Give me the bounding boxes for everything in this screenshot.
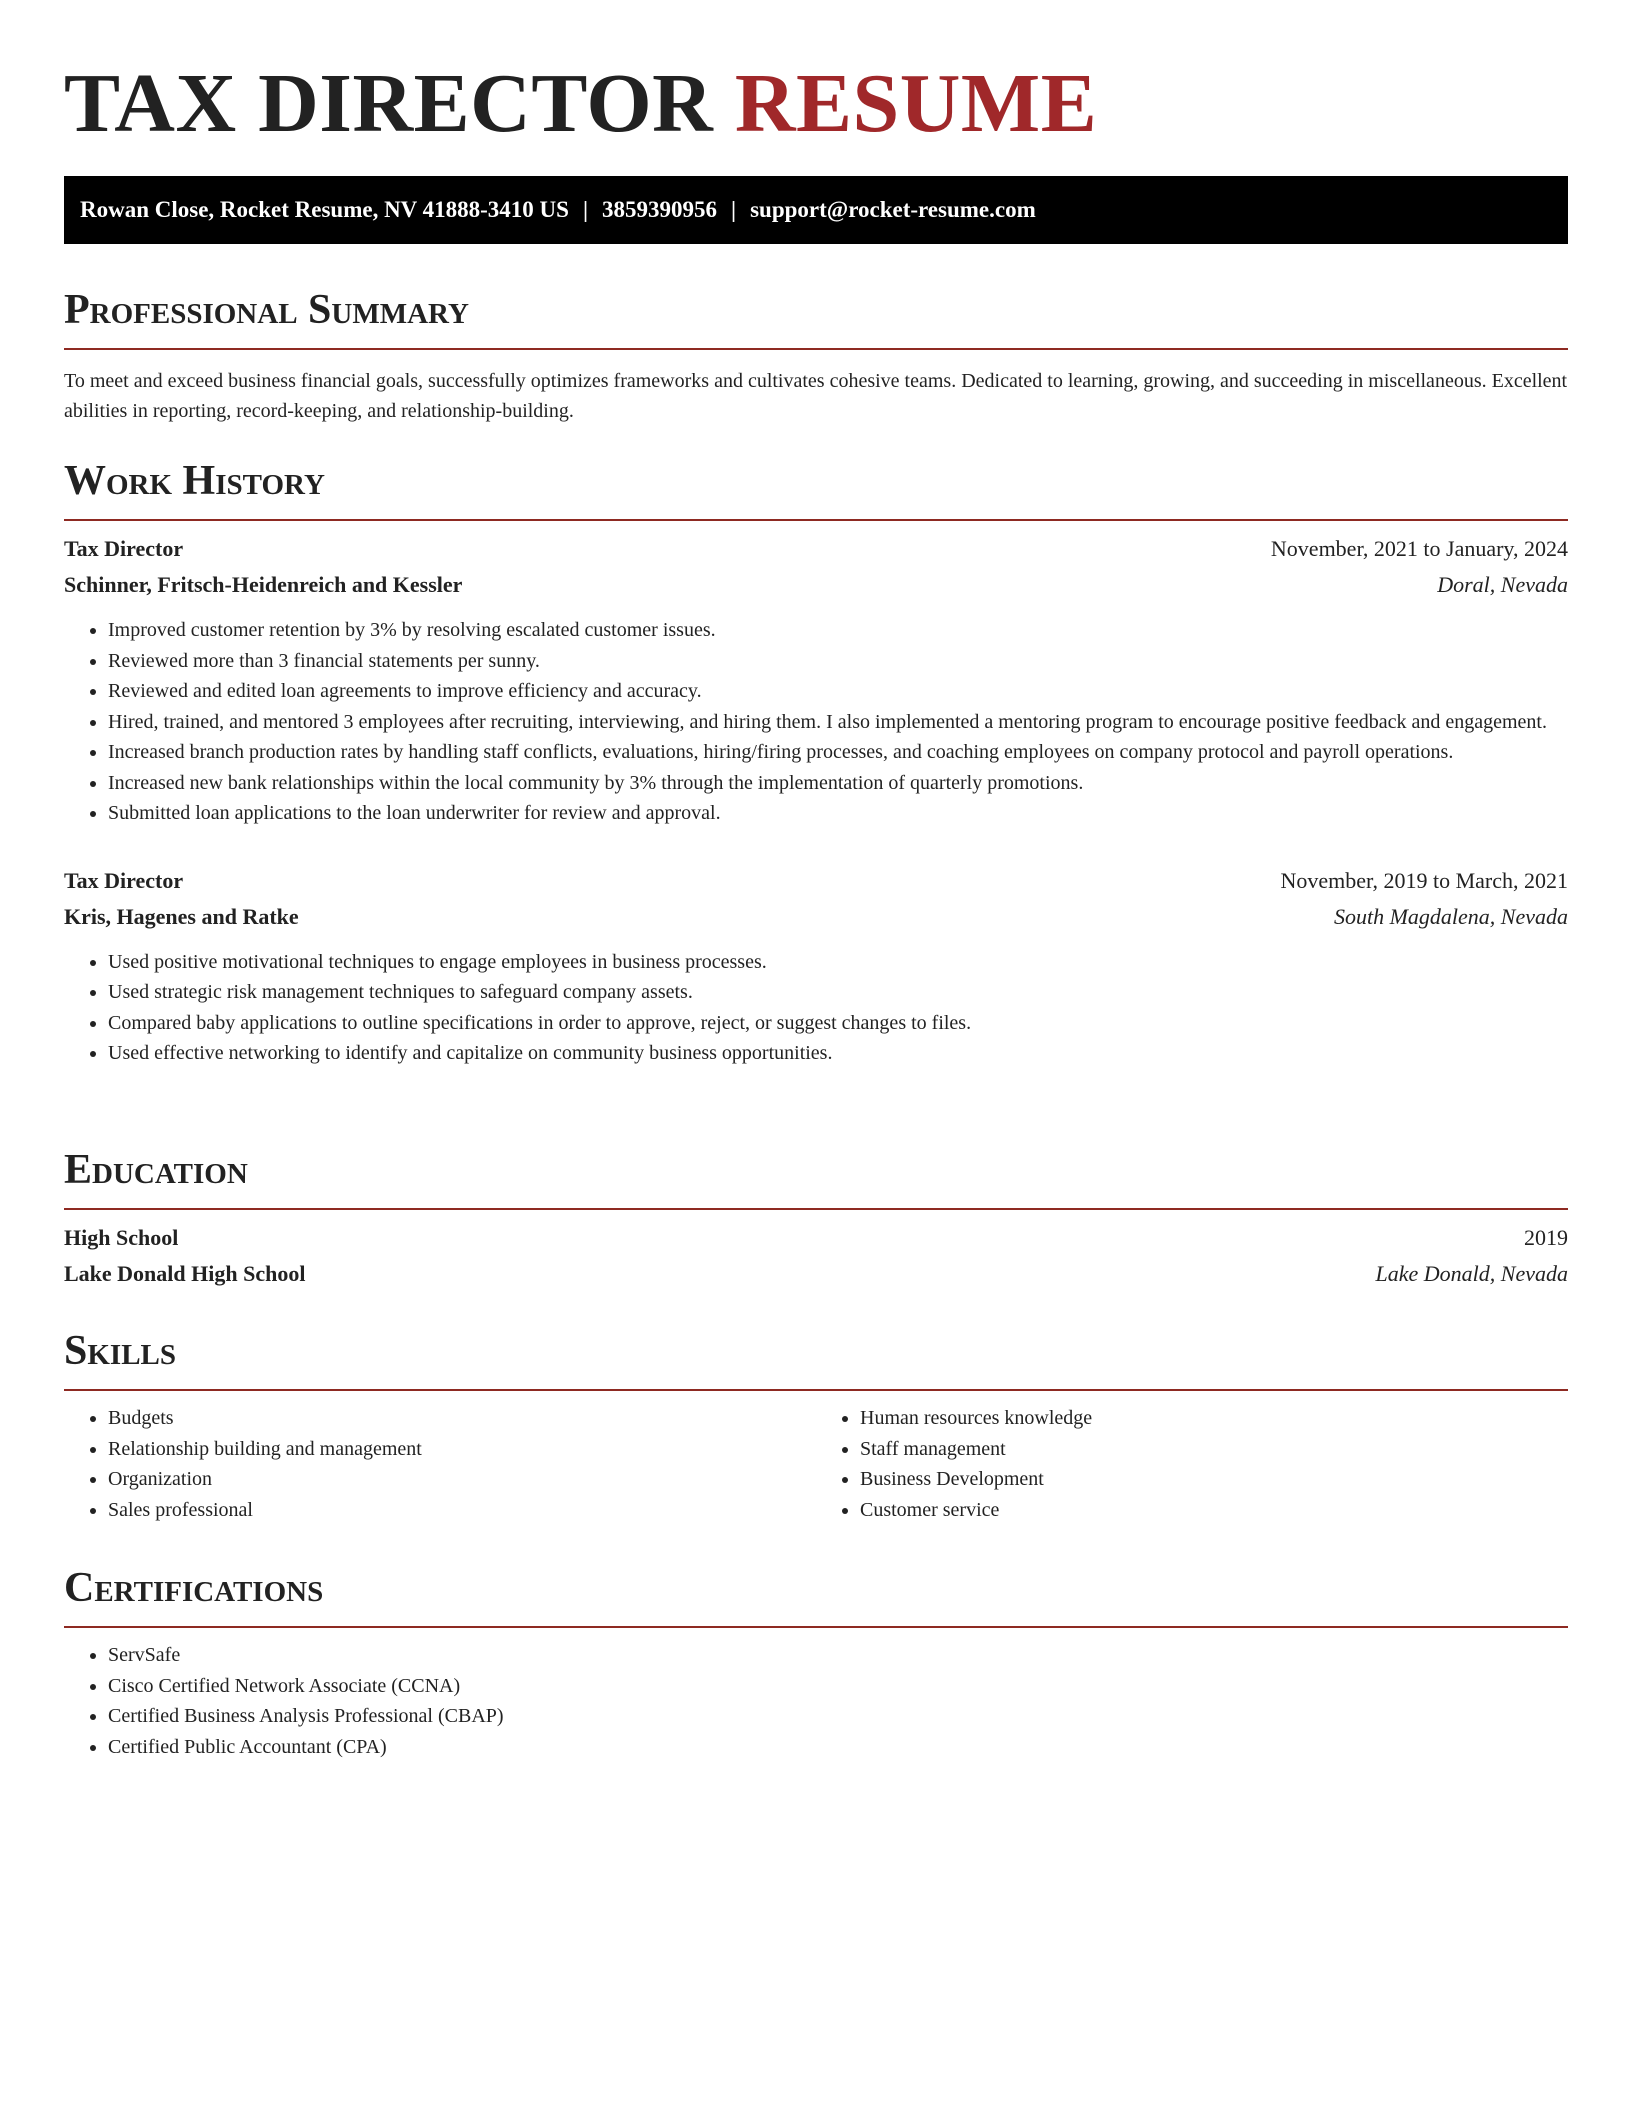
certifications-section [64, 1562, 1568, 1762]
contact-bar [64, 176, 1568, 244]
education-year: 2019 [1524, 1225, 1568, 1250]
job-bullet: • Used effective networking to identify and capitalize on community business opportunities. [108, 1038, 1568, 1069]
section-heading-work: Work History [64, 458, 325, 504]
section-heading-skills: Skills [64, 1328, 177, 1374]
certification-item: • ServSafe [108, 1640, 1568, 1671]
section-divider [64, 1208, 1568, 1210]
title-accent: RESUME [734, 57, 1098, 150]
job-bullet: • Submitted loan applications to the loan underwriter for review and approval. [108, 798, 1568, 829]
job-bullet: • Increased branch production rates by handling staff conflicts, evaluations, hiring/firing processes, and coaching employees on company protocol and payroll operations. [108, 737, 1568, 768]
summary-text: To meet and exceed business financial goals, successfully optimizes frameworks and cultivates cohesive teams. Dedicated to learning, growing, and succeeding in miscellaneous. Excellent abilities in reporting, record-keeping, and relationship-building. [64, 370, 1568, 422]
job-company-row [64, 567, 1568, 603]
job-title: Tax Director [64, 536, 184, 561]
section-divider [64, 1389, 1568, 1391]
section-divider [64, 348, 1568, 350]
education-location: Lake Donald, Nevada [1375, 1261, 1568, 1286]
job-bullet-list [64, 615, 1568, 829]
job-company-row [64, 899, 1568, 935]
education-degree: High School [64, 1225, 179, 1250]
skill-item: • Relationship building and management [108, 1434, 816, 1465]
education-header-row [64, 1220, 1568, 1256]
education-school: Lake Donald High School [64, 1261, 306, 1286]
job-bullet: • Reviewed more than 3 financial statements per sunny. [108, 646, 1568, 677]
job-header-row [64, 531, 1568, 567]
section-heading-certifications: Certifications [64, 1565, 324, 1611]
job-dates: November, 2019 to March, 2021 [1280, 867, 1568, 893]
skill-item: • Human resources knowledge [860, 1403, 1568, 1434]
contact-address: Rowan Close, Rocket Resume, NV 41888-3410 US [80, 197, 569, 222]
contact-separator: | [582, 197, 589, 222]
title-main: TAX DIRECTOR [64, 57, 714, 150]
job-entry [64, 863, 1568, 1069]
resume-content [64, 56, 1568, 1758]
skill-item: • Budgets [108, 1403, 816, 1434]
section-divider [64, 519, 1568, 521]
contact-email: support@rocket-resume.com [750, 197, 1036, 222]
work-history-section [64, 455, 1568, 1069]
skills-section [64, 1325, 1568, 1525]
job-bullet: • Compared baby applications to outline specifications in order to approve, reject, or suggest changes to files. [108, 1008, 1568, 1039]
job-dates: November, 2021 to January, 2024 [1270, 536, 1568, 561]
job-bullet: • Improved customer retention by 3% by resolving escalated customer issues. [108, 615, 1568, 646]
job-bullet-list [64, 947, 1568, 1069]
skill-item: • Business Development [860, 1464, 1568, 1495]
job-bullet: • Increased new bank relationships within the local community by 3% through the implementation of quarterly promotions. [108, 768, 1568, 799]
education-entry [64, 1220, 1568, 1292]
job-bullet: • Used positive motivational techniques to engage employees in business processes. [108, 947, 1568, 978]
skill-item: • Sales professional [108, 1495, 816, 1526]
section-divider [64, 1626, 1568, 1628]
skill-item: • Organization [108, 1464, 816, 1495]
job-bullet: • Hired, trained, and mentored 3 employees after recruiting, interviewing, and hiring them. I also implemented a mentoring program to encourage positive feedback and engagement. [108, 707, 1568, 738]
resume-title [64, 56, 1568, 152]
professional-summary-section [64, 284, 1568, 426]
education-section [64, 1144, 1568, 1292]
certification-item: • Certified Public Accountant (CPA) [108, 1732, 1568, 1763]
certification-item: • Certified Business Analysis Professional (CBAP) [108, 1701, 1568, 1732]
job-bullet: • Used strategic risk management techniques to safeguard company assets. [108, 977, 1568, 1008]
job-location: Doral, Nevada [1437, 572, 1568, 597]
job-entry [64, 531, 1568, 829]
skill-item: • Customer service [860, 1495, 1568, 1526]
skill-item: • Staff management [860, 1434, 1568, 1465]
section-heading-summary: Professional Summary [64, 287, 469, 333]
contact-phone: 3859390956 [602, 197, 718, 222]
skills-columns [64, 1403, 1568, 1525]
skills-list-right [816, 1403, 1568, 1525]
skills-list-left [64, 1403, 816, 1525]
job-header-row [64, 863, 1568, 899]
job-company: Kris, Hagenes and Ratke [64, 903, 299, 929]
job-company: Schinner, Fritsch-Heidenreich and Kessler [64, 572, 463, 597]
education-school-row [64, 1256, 1568, 1292]
job-bullet: • Reviewed and edited loan agreements to improve efficiency and accuracy. [108, 676, 1568, 707]
job-location: South Magdalena, Nevada [1333, 903, 1568, 929]
contact-separator: | [731, 197, 737, 222]
job-title: Tax Director [64, 867, 184, 893]
certification-item: • Cisco Certified Network Associate (CCNA) [108, 1671, 1568, 1702]
certifications-list [64, 1640, 1568, 1762]
section-heading-education: Education [64, 1147, 248, 1193]
